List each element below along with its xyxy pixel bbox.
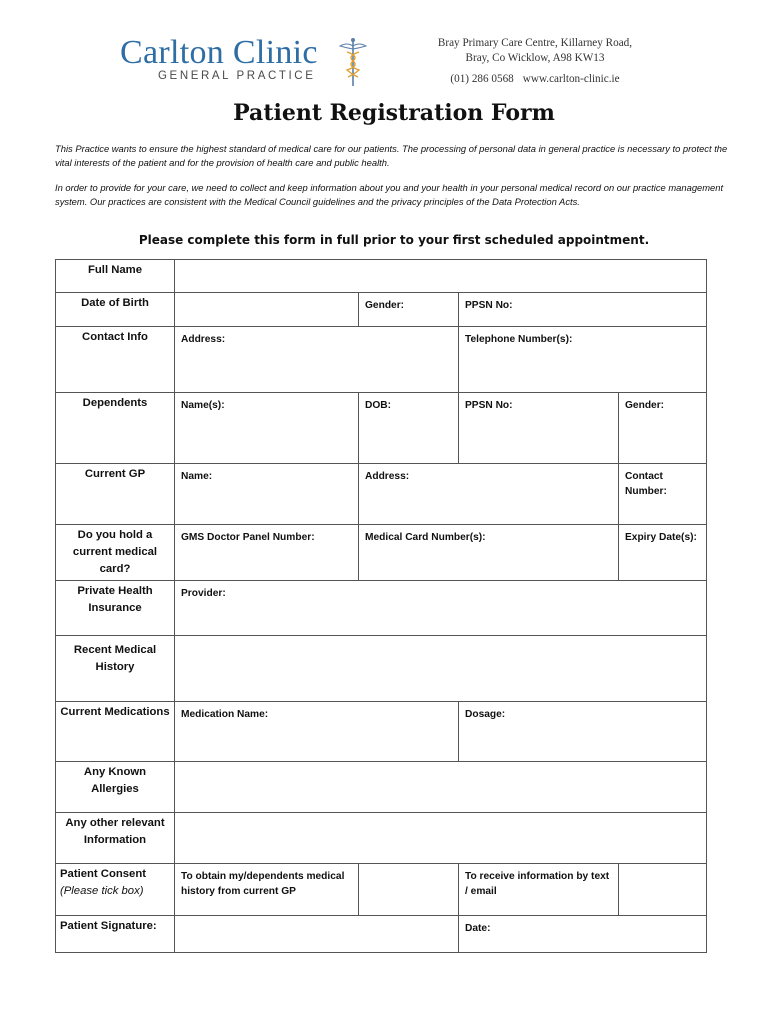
dependents-label: Dependents: [56, 393, 175, 464]
full-name-field[interactable]: [175, 260, 707, 293]
row-allergies: [56, 762, 707, 813]
consent-history-label: To obtain my/dependents medical history from current GP: [175, 864, 359, 916]
dependent-names-field[interactable]: Name(s):: [175, 393, 359, 464]
clinic-phone: (01) 286 0568: [450, 73, 514, 85]
row-patient-consent: [56, 864, 707, 916]
address-line-1: Bray Primary Care Centre, Killarney Road,: [437, 37, 633, 49]
private-health-label: Private Health Insurance: [56, 581, 175, 636]
allergies-label: Any Known Allergies: [56, 762, 175, 813]
contact-info-label: Contact Info: [56, 327, 175, 393]
address-line-2: Bray, Co Wicklow, A98 KW13: [465, 52, 605, 64]
provider-field[interactable]: Provider:: [175, 581, 707, 636]
other-info-field[interactable]: [175, 813, 707, 864]
consent-text-checkbox[interactable]: [619, 864, 707, 916]
row-contact-info: [56, 327, 707, 393]
recent-history-label: Recent Medical History: [56, 636, 175, 702]
consent-history-checkbox[interactable]: [359, 864, 459, 916]
allergies-field[interactable]: [175, 762, 707, 813]
caduceus-icon: [336, 36, 370, 88]
ppsn-field[interactable]: PPSN No:: [459, 293, 707, 327]
clinic-address: [420, 36, 650, 66]
form-instruction: Please complete this form in full prior to your first scheduled appointment.: [138, 233, 650, 247]
row-signature: [56, 916, 707, 953]
consent-text-label: To receive information by text / email: [459, 864, 619, 916]
dob-label: Date of Birth: [56, 293, 175, 327]
gp-address-field[interactable]: Address:: [359, 464, 619, 525]
intro-paragraph-1: This Practice wants to ensure the highest standard of medical care for our patients. The processing of personal data in general practice is necessary to protect the vital interests of the patient and for the provision of health care and public health.: [55, 143, 728, 168]
row-current-gp: [56, 464, 707, 525]
gender-field[interactable]: Gender:: [359, 293, 459, 327]
consent-hint: (Please tick box): [60, 885, 144, 897]
dependent-ppsn-field[interactable]: PPSN No:: [459, 393, 619, 464]
gp-name-field[interactable]: Name:: [175, 464, 359, 525]
medical-card-number-field[interactable]: Medical Card Number(s):: [359, 525, 619, 581]
signature-field[interactable]: [175, 916, 459, 953]
registration-form-table: [55, 259, 707, 953]
full-name-label: Full Name: [56, 260, 175, 293]
dob-field[interactable]: [175, 293, 359, 327]
expiry-date-field[interactable]: Expiry Date(s):: [619, 525, 707, 581]
recent-history-field[interactable]: [175, 636, 707, 702]
row-other-info: [56, 813, 707, 864]
consent-label: [56, 864, 175, 916]
row-dependents: [56, 393, 707, 464]
row-medical-card: [56, 525, 707, 581]
medication-name-field[interactable]: Medication Name:: [175, 702, 459, 762]
address-field[interactable]: Address:: [175, 327, 459, 393]
row-current-medications: [56, 702, 707, 762]
dependent-dob-field[interactable]: DOB:: [359, 393, 459, 464]
medical-card-label: Do you hold a current medical card?: [56, 525, 175, 581]
clinic-website: www.carlton-clinic.ie: [522, 73, 620, 85]
dependent-gender-field[interactable]: Gender:: [619, 393, 707, 464]
date-field[interactable]: Date:: [459, 916, 707, 953]
clinic-name: Carlton Clinic: [120, 34, 318, 71]
row-date-of-birth: [56, 293, 707, 327]
current-gp-label: Current GP: [56, 464, 175, 525]
other-info-label: Any other relevant Information: [56, 813, 175, 864]
consent-label-text: Patient Consent: [60, 868, 146, 880]
clinic-contact: [420, 73, 650, 85]
current-medications-label: Current Medications: [56, 702, 175, 762]
intro-paragraph-2: In order to provide for your care, we need to collect and keep information about you and your health in your personal medical record on our practice management system. Our practices are consistent with the Medical Council guidelines and the privacy principles of the Data Protection Acts.: [55, 182, 724, 207]
page-title: Patient Registration Form: [233, 100, 555, 126]
gp-contact-field[interactable]: Contact Number:: [619, 464, 707, 525]
telephone-field[interactable]: Telephone Number(s):: [459, 327, 707, 393]
clinic-subtitle: GENERAL PRACTICE: [158, 70, 316, 82]
gms-panel-field[interactable]: GMS Doctor Panel Number:: [175, 525, 359, 581]
row-full-name: [56, 260, 707, 293]
row-private-health: [56, 581, 707, 636]
signature-label: Patient Signature:: [56, 916, 175, 953]
dosage-field[interactable]: Dosage:: [459, 702, 707, 762]
row-recent-history: [56, 636, 707, 702]
